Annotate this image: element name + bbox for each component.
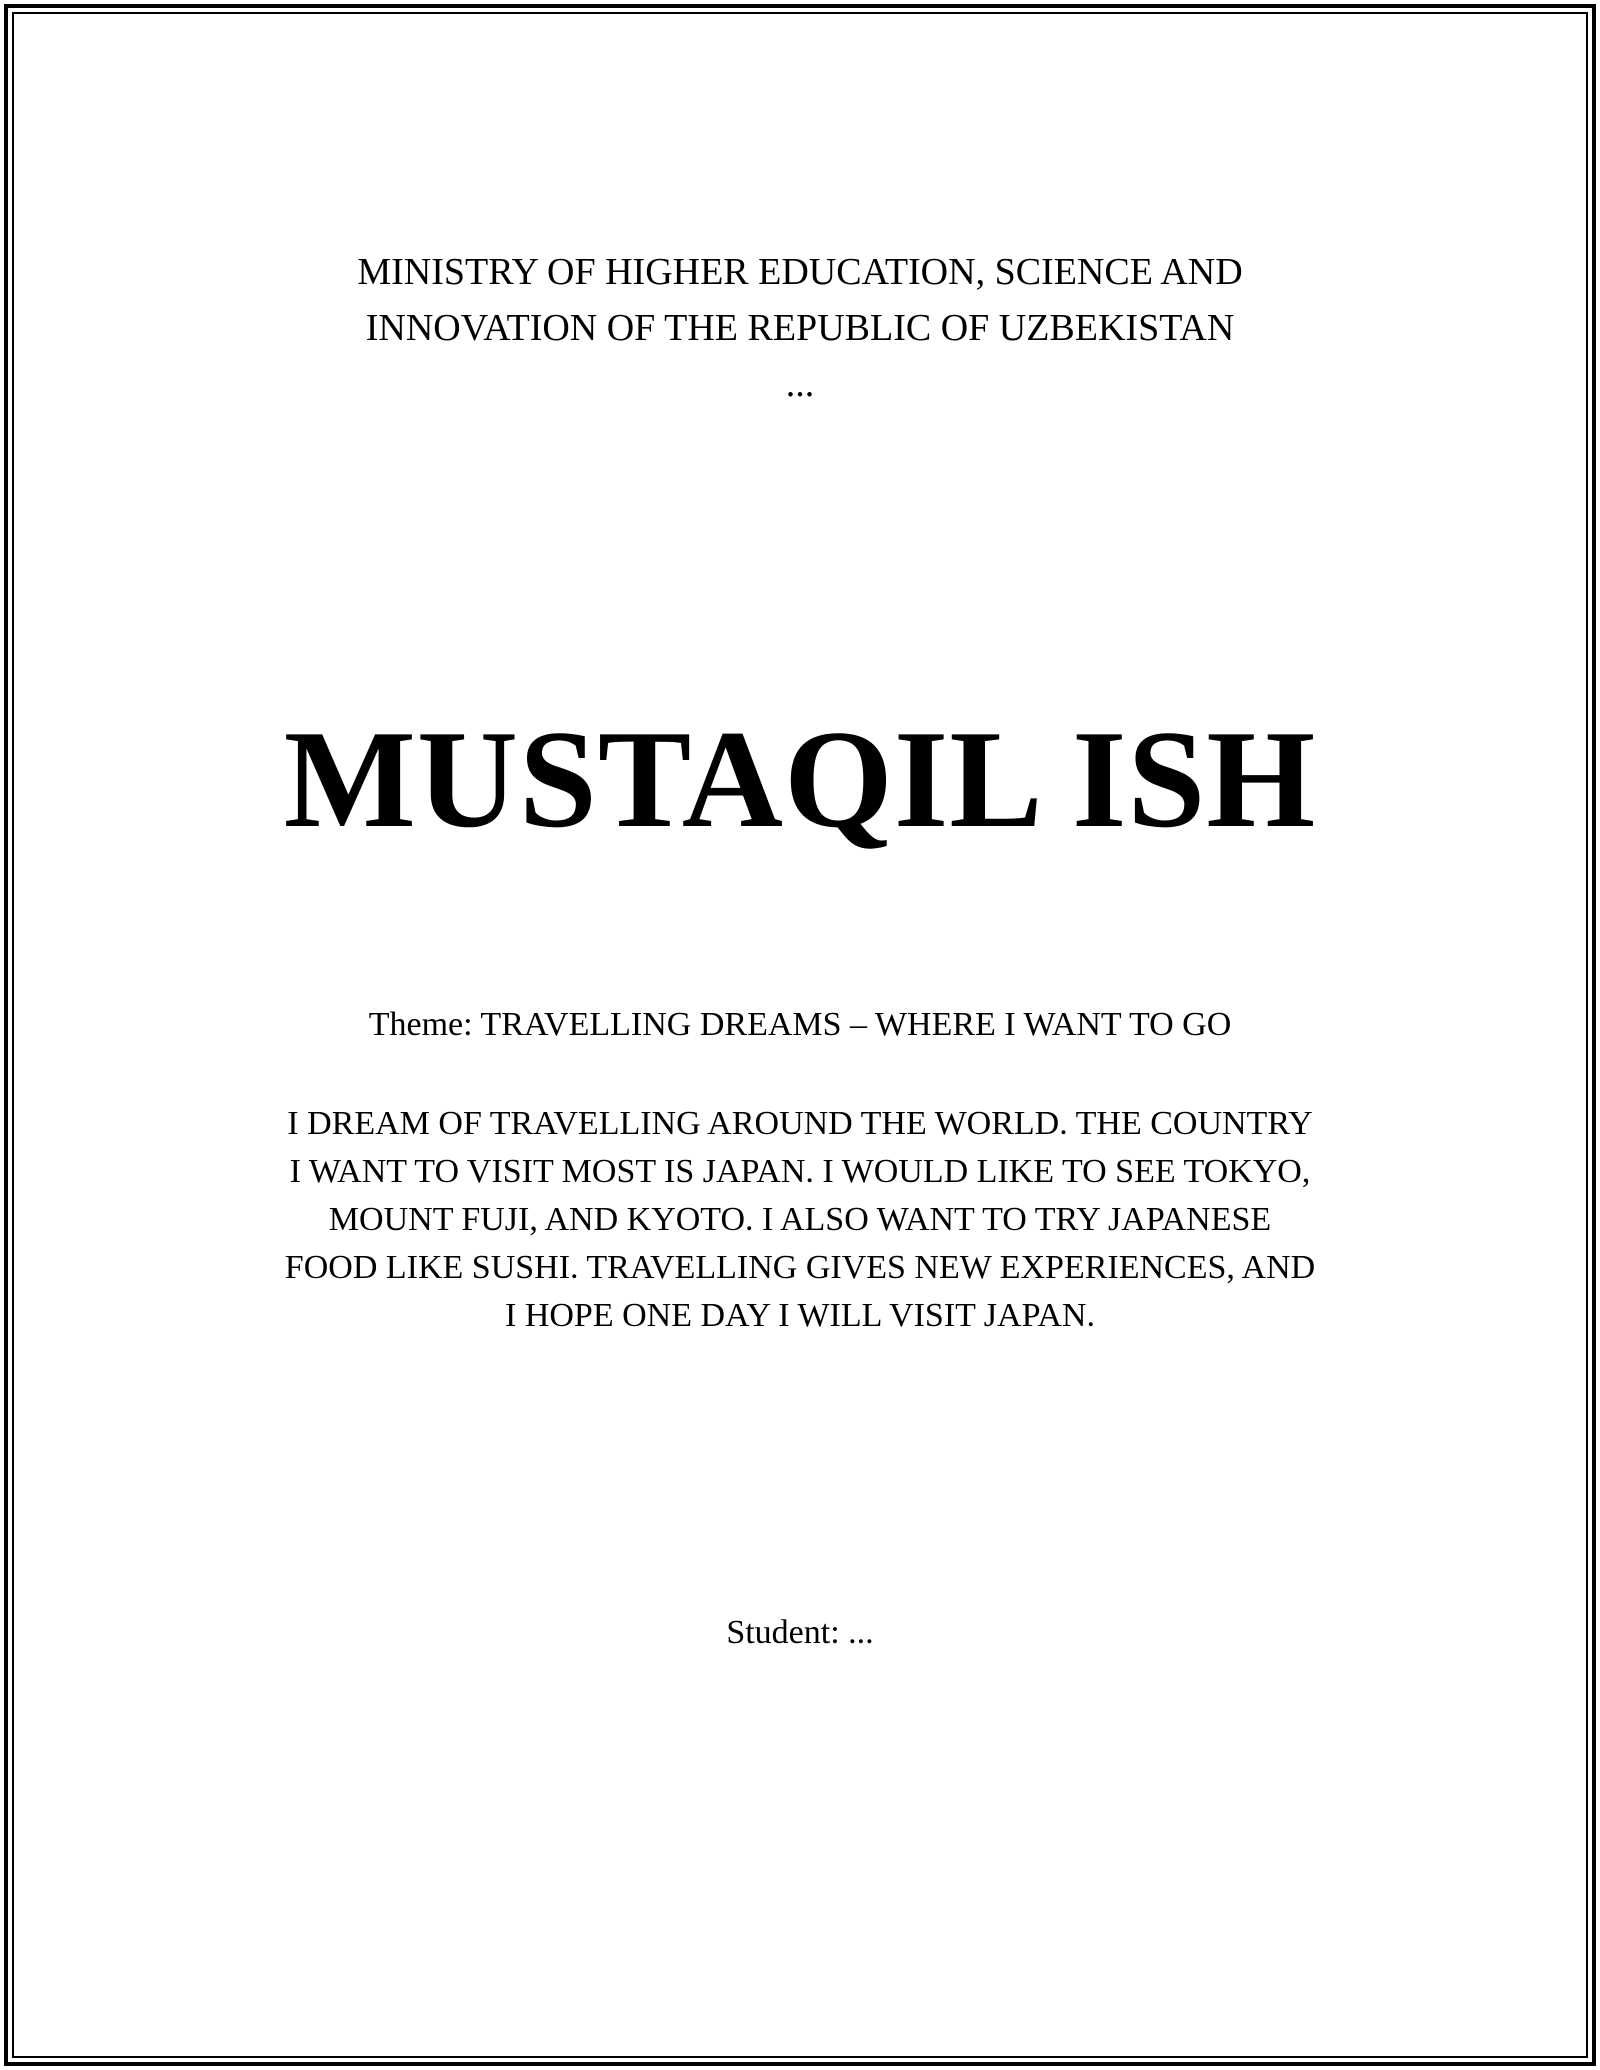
ministry-line-1: MINISTRY OF HIGHER EDUCATION, SCIENCE AND [357, 251, 1243, 293]
body-line: I DREAM OF TRAVELLING AROUND THE WORLD. THE COUNTRY [287, 1105, 1313, 1142]
ministry-ellipsis: ... [785, 363, 815, 405]
student-line: Student: ... [726, 1614, 874, 1651]
body-line: MOUNT FUJI, AND KYOTO. I ALSO WANT TO TRY JAPANESE [328, 1201, 1272, 1238]
body-paragraph [0, 1100, 1600, 1340]
ministry-header [0, 244, 1600, 412]
theme-line: Theme: TRAVELLING DREAMS – WHERE I WANT TO GO [368, 1006, 1232, 1043]
body-line: I WANT TO VISIT MOST IS JAPAN. I WOULD LIKE TO SEE TOKYO, [289, 1153, 1311, 1190]
ministry-line-2: INNOVATION OF THE REPUBLIC OF UZBEKISTAN [365, 307, 1235, 349]
body-line: I HOPE ONE DAY I WILL VISIT JAPAN. [505, 1297, 1095, 1334]
body-line: FOOD LIKE SUSHI. TRAVELLING GIVES NEW EXPERIENCES, AND [284, 1249, 1316, 1286]
document-title: MUSTAQIL ISH [283, 702, 1317, 857]
